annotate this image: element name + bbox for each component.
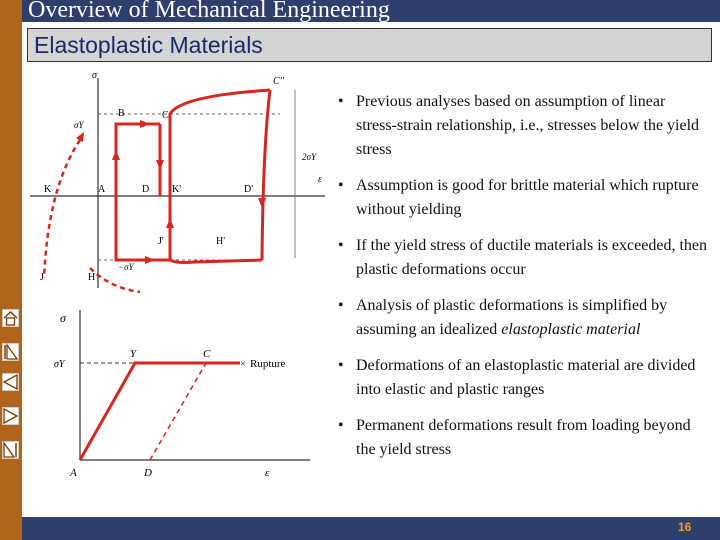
point-d-label: D <box>144 467 152 479</box>
point-a-label: A <box>98 184 106 195</box>
section-title-box <box>27 28 712 62</box>
two-yield-stress-label: 2σY <box>302 152 316 162</box>
home-nav-button[interactable] <box>2 309 19 327</box>
last-slide-nav-button[interactable] <box>2 441 19 459</box>
left-accent-bar <box>0 0 22 540</box>
bullet-item: • Previous analyses based on assumption of linear stress-strain relationship, i.e., stresses below the yield stress <box>338 93 700 158</box>
epsilon-label: ε <box>265 467 270 479</box>
point-j-prime-label: J' <box>158 236 164 247</box>
first-slide-nav-button[interactable] <box>2 343 19 361</box>
point-a-label: A <box>70 467 77 479</box>
point-y-label: Y <box>130 348 137 360</box>
hysteresis-curve <box>116 90 270 263</box>
cyclic-loading-diagram <box>30 68 330 293</box>
bullet-list <box>338 90 708 462</box>
point-k-label: K <box>44 184 52 195</box>
point-c-double-prime-label: C'' <box>273 76 284 87</box>
bullet-item: • If the yield stress of ductile materials is exceeded, then plastic deformations occur <box>338 237 707 278</box>
elastoplastic-curve <box>80 363 240 460</box>
sigma-label: σ <box>92 70 97 81</box>
epsilon-label: ε <box>318 174 322 185</box>
point-j-label: J <box>40 272 44 283</box>
point-k-prime-label: K' <box>172 184 182 195</box>
sigma-label: σ <box>60 311 66 325</box>
bullet-item: • Deformations of an elastoplastic material are divided into elastic and plastic ranges <box>338 357 696 398</box>
point-b-label: B <box>118 108 125 119</box>
course-title: Overview of Mechanical Engineering <box>28 0 390 23</box>
yield-stress-label: σY <box>74 120 84 130</box>
elastoplastic-diagram <box>40 300 330 488</box>
point-c-label: C <box>203 348 211 360</box>
point-h-prime-label: H' <box>216 236 226 247</box>
point-d-label: D <box>142 184 150 195</box>
bullet-item: • Permanent deformations result from loading beyond the yield stress <box>338 417 691 458</box>
bullet-item: • Analysis of plastic deformations is simplified by assuming an idealized elastoplastic material <box>338 297 668 338</box>
point-c-label: C <box>162 110 169 121</box>
minus-yield-stress-label: −σY <box>118 262 134 272</box>
next-slide-nav-button[interactable] <box>2 407 19 425</box>
yield-stress-label: σY <box>54 359 65 370</box>
footer-band <box>22 517 720 540</box>
rupture-label: Rupture <box>250 358 286 370</box>
previous-slide-nav-button[interactable] <box>2 373 19 391</box>
point-d-prime-label: D' <box>244 184 254 195</box>
page-number: 16 <box>678 520 692 534</box>
rupture-marker: × <box>240 359 246 370</box>
section-title: Elastoplastic Materials <box>34 32 263 58</box>
unloading-line <box>150 363 206 460</box>
bullet-item: • Assumption is good for brittle material which rupture without yielding <box>338 177 699 218</box>
point-h-label: H <box>88 272 96 283</box>
